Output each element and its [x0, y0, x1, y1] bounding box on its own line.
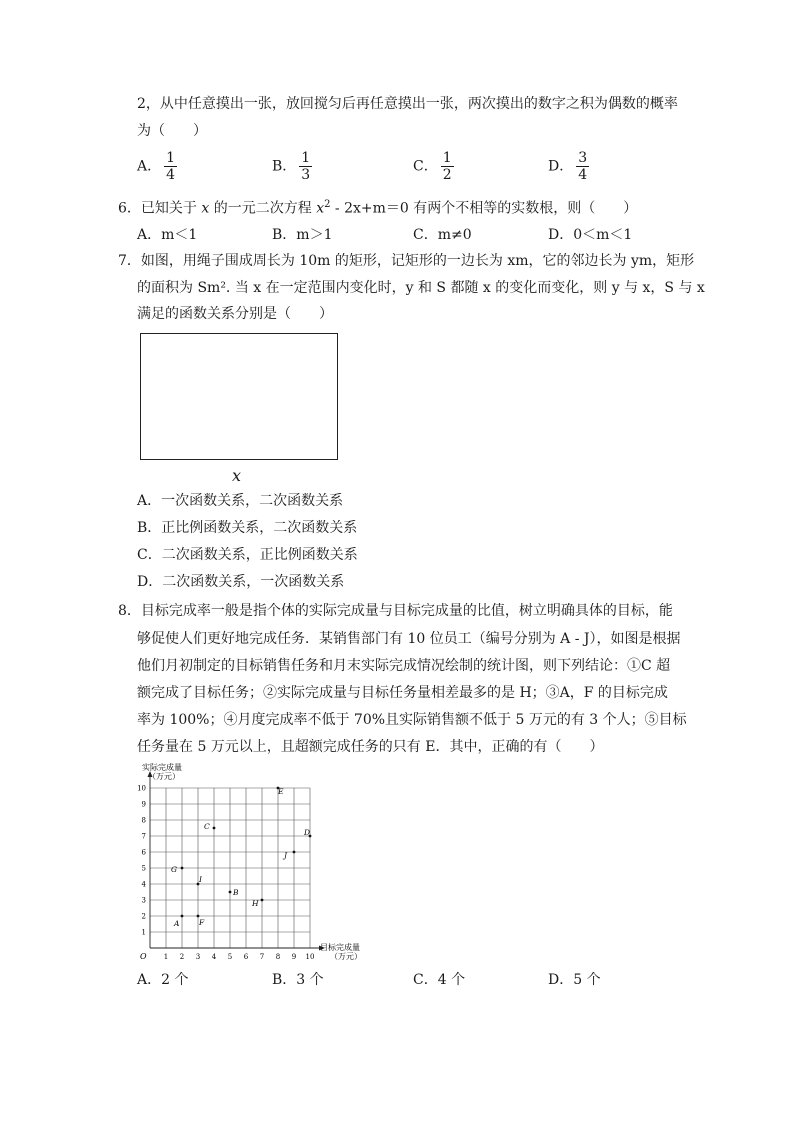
data-point-C — [213, 827, 216, 830]
scatter-chart — [120, 760, 390, 970]
point-label-J: J — [284, 851, 288, 860]
data-point-F — [197, 915, 200, 918]
x-axis-unit: （万元） — [330, 952, 362, 961]
q5-text-line1: 2，从中任意摸出一张，放回搅匀后再任意摸出一张，两次摸出的数字之积为偶数的概率 — [137, 96, 678, 112]
option-label: C． — [413, 158, 438, 175]
question-number: 6． — [118, 200, 141, 217]
point-label-G: G — [171, 865, 177, 874]
x-tick-label: 9 — [291, 953, 297, 961]
y-axis-label: 实际完成量 — [142, 763, 182, 772]
q6-stem: 6．已知关于 x 的一元二次方程 $x^2 - 2x+m=0$ 有两个不相等的实数根，则（ ） — [118, 199, 638, 217]
data-point-B — [229, 891, 232, 894]
q8-stem-line2: 够促使人们更好地完成任务．某销售部门有 10 位员工（编号分别为 A - J），如图是根据 — [137, 631, 681, 647]
y-tick-label: 2 — [141, 912, 146, 921]
x-tick-label: 1 — [163, 953, 169, 961]
q5-text-line2: 为（ ） — [137, 123, 207, 139]
q7-option-c: C．二次函数关系，正比例函数关系 — [137, 547, 358, 563]
x-tick-label: 3 — [195, 953, 201, 961]
point-label-I: I — [199, 875, 202, 884]
rectangle-figure — [140, 333, 338, 460]
q8-stem-line1: 8．目标完成率一般是指个体的实际完成量与目标完成量的比值，树立明确具体的目标，能 — [118, 603, 673, 619]
q7-option-a: A．一次函数关系，二次函数关系 — [137, 493, 344, 509]
x-tick-label: 10 — [305, 953, 315, 961]
x-tick-label: 4 — [211, 953, 217, 961]
q7-stem-line1: 7．如图，用绳子围成周长为 10m 的矩形，记矩形的一边长为 xm，它的邻边长为 ym，矩形 — [118, 253, 695, 269]
question-number: 8． — [118, 603, 141, 619]
y-tick-label: 5 — [141, 864, 146, 873]
y-tick-label: 6 — [141, 848, 146, 857]
option-label: A． — [137, 158, 162, 175]
q7-stem-line2: 的面积为 Sm². 当 x 在一定范围内变化时，y 和 S 都随 x 的变化而变化，则 y 与 x，S 与 x — [137, 280, 705, 296]
x-tick-label: 7 — [259, 953, 265, 961]
x-tick-label: 2 — [179, 953, 185, 961]
q8-option-c: C．4 个 — [413, 972, 466, 988]
y-tick-label: 7 — [141, 832, 146, 841]
point-label-A: A — [174, 919, 180, 928]
q5-option-a — [137, 150, 177, 183]
fraction: $\frac{1}{3}$ — [301, 150, 311, 183]
x-tick-label: 8 — [275, 953, 281, 961]
point-label-D: D — [304, 828, 311, 837]
q6-option-c: C．m≠0 — [413, 227, 472, 243]
q8-option-d: D．5 个 — [548, 972, 601, 988]
option-label: B． — [272, 158, 297, 175]
q5-option-d — [548, 150, 589, 183]
data-point-J — [293, 851, 296, 854]
rectangle-side-label: x — [232, 466, 242, 485]
q5-option-b — [272, 150, 312, 183]
q7-stem-line3: 满足的函数关系分别是（ ） — [137, 306, 333, 322]
q8-stem-line4: 额完成了目标任务；②实际完成量与目标任务量相差最多的是 H；③A，F 的目标完成 — [137, 685, 668, 701]
q8-option-b: B．3 个 — [272, 972, 324, 988]
data-point-H — [261, 899, 264, 902]
fraction: $\frac{3}{4}$ — [578, 150, 588, 183]
x-tick-label: 5 — [227, 953, 233, 961]
chart-points — [171, 787, 311, 928]
y-tick-label: 9 — [141, 800, 146, 809]
y-tick-label: 10 — [137, 784, 146, 793]
q6-option-b: B．m＞1 — [272, 227, 333, 243]
fraction: $\frac{1}{2}$ — [442, 150, 452, 183]
y-tick-label: 3 — [141, 896, 146, 905]
point-label-F: F — [199, 918, 205, 927]
q8-stem-line5: 率为 100%；④月度完成率不低于 70%且实际销售额不低于 5 万元的有 3 个人；⑤目标 — [137, 712, 687, 728]
data-point-G — [181, 867, 184, 870]
origin-label: O — [140, 952, 147, 961]
y-axis-unit: （万元） — [148, 772, 180, 781]
point-label-H: H — [252, 899, 259, 908]
question-number: 7． — [118, 253, 141, 269]
q7-option-b: B．正比例函数关系，二次函数关系 — [137, 520, 358, 536]
point-label-E: E — [278, 787, 284, 796]
option-label: D． — [548, 158, 574, 175]
fraction: $\frac{1}{4}$ — [166, 150, 176, 183]
x-axis-label: 目标完成量 — [320, 943, 360, 952]
q7-option-d: D．二次函数关系，一次函数关系 — [137, 574, 345, 590]
q6-option-a: A．m＜1 — [137, 227, 198, 243]
x-tick-label: 6 — [243, 953, 249, 961]
chart-ticks — [137, 785, 314, 962]
point-label-C: C — [204, 822, 210, 831]
point-label-B: B — [233, 888, 239, 897]
q8-stem-line3: 他们月初制定的目标销售任务和月末实际完成情况绘制的统计图，则下列结论：①C 超 — [137, 658, 671, 674]
q6-option-d: D．0＜m＜1 — [548, 227, 633, 243]
q8-stem-line6: 任务量在 5 万元以上，且超额完成任务的只有 E．其中，正确的有（ ） — [137, 739, 604, 755]
y-tick-label: 1 — [141, 928, 146, 937]
data-point-A — [181, 915, 184, 918]
q5-option-c — [413, 150, 454, 183]
y-tick-label: 8 — [141, 816, 146, 825]
q8-option-a: A．2 个 — [137, 972, 189, 988]
y-tick-label: 4 — [141, 880, 146, 889]
